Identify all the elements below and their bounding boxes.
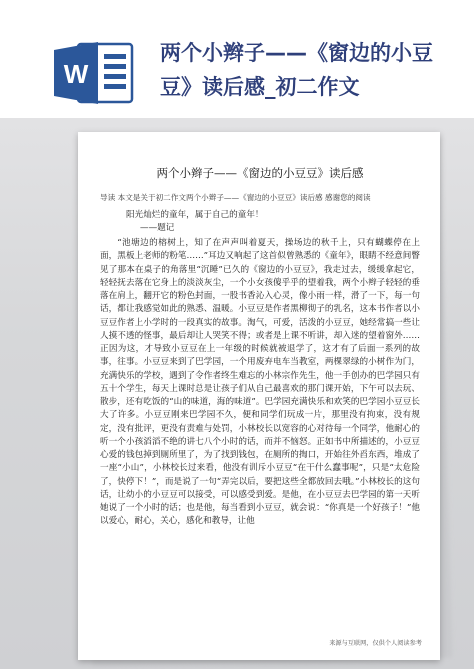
word-document-icon <box>52 40 138 106</box>
document-intro: 导读 本文是关于初二作文两个小辫子——《窗边的小豆豆》读后感 感谢您的阅读 <box>100 193 371 202</box>
body-paragraph: “池塘边的榕树上，知了在声声叫着夏天，操场边的秋千上，只有蝴蝶停在上面，黑板上老师的粉笔……”耳边又响起了这首似曾熟悉的《童年》，眼睛不经意间瞥见了那本在桌子的角落里“沉睡”已久的《窗边的小豆豆》，我走过去，缓缓拿起它，轻轻抚去落在它身上的淡淡灰尘，一个小女孩傻乎乎的望着我，两个小辫子轻轻的垂落在肩上，翻开它的粉色封面，一股书香沁入心灵，像小雨一样，滑了一下，每一句话，都让我感觉如此的熟悉、温暖。小豆豆是作者黑柳彻子的乳名，这本书作者以小豆豆作者上小学时的一段真实的故事。淘气，可爱，活泼的小豆豆，她经常搞一些让人摸不透的怪事，最后却让人哭笑不得；或者是上课不听讲，却入迷的望着窗外……正因为这，才导致小豆豆在上一年级的时候就被退学了，这才有了后面一系列的故事，往事。小豆豆来到了巴学园，一个用废弃电车当教室，两棵翠绿的小树作为门，充满快乐的学校，遇到了令作者终生难忘的小林宗作先生，他一手创办的巴学园只有五十个学生，每天上课时总是让孩子们从自己最喜欢的那门课开始，下午可以去玩、散步，还有吃饭的“山的味道，海的味道”。巴学园充满快乐和欢笑的巴学园小豆豆长大了许多。小豆豆刚来巴学园不久，便和同学们玩成一片，那里没有拘束，没有规定，没有批评，更没有责难与处罚，小林校长以宽容的心对待每一个同学，他耐心的听一个小孩滔滔不绝的讲七八个小时的话，而并不恼怒。正如书中所描述的，小豆豆心爱的钱包掉到厕所里了，为了找到钱包，在厕所的掏口，开始往外舀东西，堆成了一座“小山”，小林校长过来看，他没有训斥小豆豆“在干什么蠢事呢”，只是“太危险了，快停下！”，而是说了一句“弄完以后，要把这些全都放回去哦。”小林校长的这句话，让幼小的小豆豆可以接受，可以感受到爱。是他，在小豆豆去巴学园的第一天听她说了一个小时的话；也是他，每当看到小豆豆，就会说：“你真是一个好孩子！”他以爱心，耐心，关心，感化和教导，让他 <box>100 238 420 527</box>
document-title: 两个小辫子——《窗边的小豆豆》读后感 <box>156 166 364 180</box>
word-icon-letter: W <box>63 59 89 89</box>
document-page <box>78 132 440 660</box>
epigraph: 阳光灿烂的童年，属于自己的童年！ <box>126 210 264 220</box>
document-preview-canvas <box>0 118 474 669</box>
epigraph-signature: ——题记 <box>140 223 175 233</box>
page-title: 两个小辫子——《窗边的小豆豆》读后感_初二作文 <box>160 41 433 99</box>
header-bar <box>0 0 474 118</box>
source-footnote: 来源与互联网，仅供个人阅读参考 <box>329 640 422 647</box>
document-body <box>100 237 420 632</box>
